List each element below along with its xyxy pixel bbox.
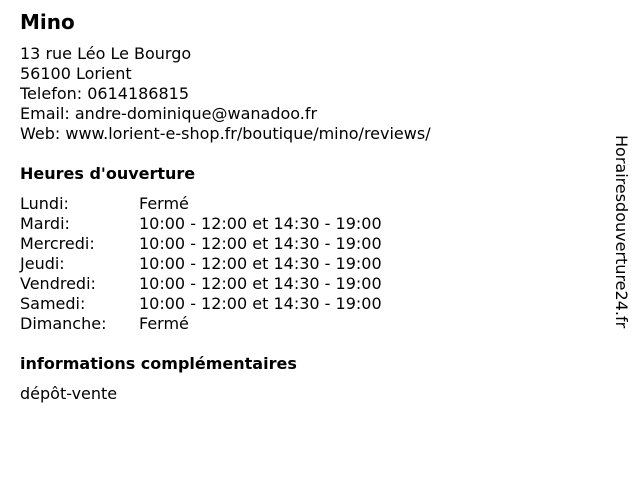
site-watermark — [610, 135, 632, 375]
email-address: Email: andre-dominique@wanadoo.fr — [20, 104, 318, 123]
hours-value: Fermé — [139, 314, 189, 333]
street-address: 13 rue Léo Le Bourgo — [20, 44, 192, 63]
hours-value: 10:00 - 12:00 et 14:30 - 19:00 — [139, 254, 382, 273]
watermark-text: Horairesdouverture24.fr — [612, 135, 631, 329]
opening-hours-heading: Heures d'ouverture — [20, 164, 196, 183]
hours-value: Fermé — [139, 194, 189, 213]
day-label: Jeudi: — [20, 254, 65, 273]
hours-value: 10:00 - 12:00 et 14:30 - 19:00 — [139, 294, 382, 313]
day-label: Mardi: — [20, 214, 70, 233]
day-label: Lundi: — [20, 194, 69, 213]
business-name: Mino — [20, 10, 75, 34]
phone-number: Telefon: 0614186815 — [20, 84, 190, 103]
hours-value: 10:00 - 12:00 et 14:30 - 19:00 — [139, 214, 382, 233]
hours-value: 10:00 - 12:00 et 14:30 - 19:00 — [139, 274, 382, 293]
additional-info-heading: informations complémentaires — [20, 354, 297, 373]
address-block — [20, 44, 431, 144]
day-label: Samedi: — [20, 294, 86, 313]
day-label: Mercredi: — [20, 234, 95, 253]
hours-value: 10:00 - 12:00 et 14:30 - 19:00 — [139, 234, 382, 253]
day-label: Vendredi: — [20, 274, 96, 293]
additional-info-text: dépôt-vente — [20, 384, 118, 403]
website-url: Web: www.lorient-e-shop.fr/boutique/mino/reviews/ — [20, 124, 431, 143]
city-postal: 56100 Lorient — [20, 64, 132, 83]
day-label: Dimanche: — [20, 314, 107, 333]
